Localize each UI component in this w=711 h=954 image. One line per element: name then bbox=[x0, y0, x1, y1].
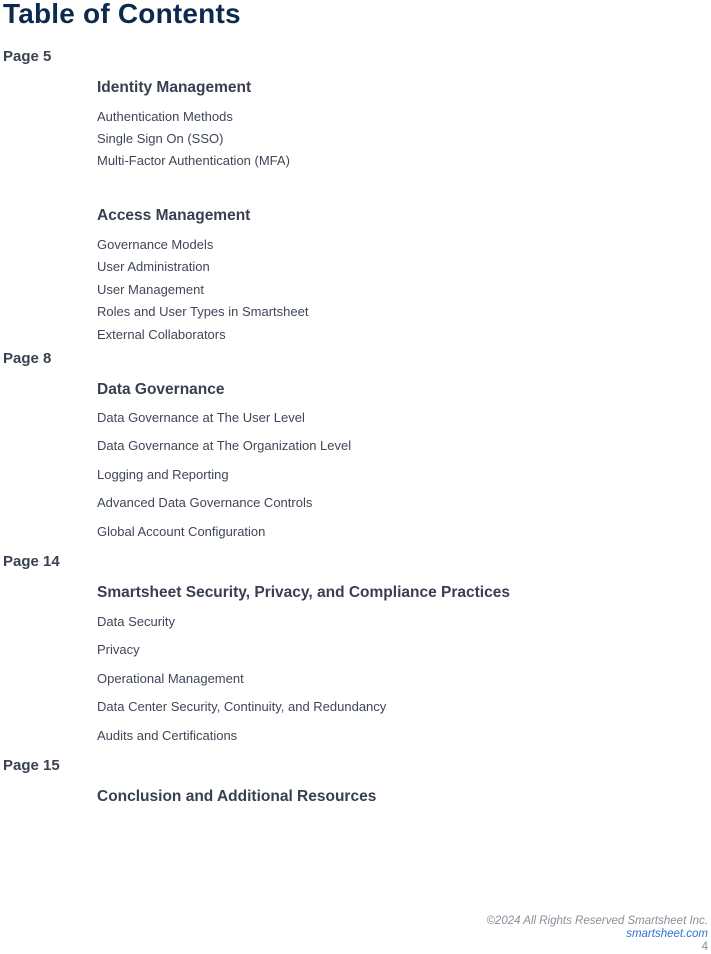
toc-item[interactable]: Roles and User Types in Smartsheet bbox=[97, 304, 309, 319]
toc-item[interactable]: Global Account Configuration bbox=[97, 524, 266, 539]
toc-item[interactable]: Authentication Methods bbox=[97, 109, 233, 124]
toc-item[interactable]: Single Sign On (SSO) bbox=[97, 131, 224, 146]
page-title: Table of Contents bbox=[3, 0, 241, 29]
toc-item[interactable]: User Administration bbox=[97, 259, 210, 274]
section-heading-security-privacy-compliance[interactable]: Smartsheet Security, Privacy, and Compliance Practices bbox=[97, 584, 510, 601]
toc-item[interactable]: Audits and Certifications bbox=[97, 728, 238, 743]
toc-item[interactable]: User Management bbox=[97, 282, 204, 297]
toc-item[interactable]: Data Governance at The Organization Level bbox=[97, 438, 352, 453]
section-heading-conclusion[interactable]: Conclusion and Additional Resources bbox=[97, 788, 377, 805]
toc-item[interactable]: Advanced Data Governance Controls bbox=[97, 495, 313, 510]
page-label: Page 14 bbox=[3, 553, 60, 570]
footer-copyright: ©2024 All Rights Reserved Smartsheet Inc. bbox=[486, 915, 708, 927]
toc-item[interactable]: Data Security bbox=[97, 614, 176, 629]
toc-item[interactable]: Privacy bbox=[97, 642, 140, 657]
toc-item[interactable]: Logging and Reporting bbox=[97, 467, 229, 482]
toc-item[interactable]: Governance Models bbox=[97, 237, 214, 252]
footer-page-number: 4 bbox=[701, 941, 708, 953]
footer-website-link[interactable]: smartsheet.com bbox=[626, 928, 708, 940]
page-label: Page 15 bbox=[3, 757, 60, 774]
toc-item[interactable]: External Collaborators bbox=[97, 327, 226, 342]
toc-item[interactable]: Operational Management bbox=[97, 671, 244, 686]
section-heading-identity-management[interactable]: Identity Management bbox=[97, 79, 252, 96]
page-label: Page 5 bbox=[3, 48, 52, 65]
section-heading-data-governance[interactable]: Data Governance bbox=[97, 381, 225, 398]
page-label: Page 8 bbox=[3, 350, 52, 367]
section-heading-access-management[interactable]: Access Management bbox=[97, 207, 251, 224]
toc-item[interactable]: Multi-Factor Authentication (MFA) bbox=[97, 153, 290, 168]
toc-item[interactable]: Data Governance at The User Level bbox=[97, 410, 305, 425]
toc-item[interactable]: Data Center Security, Continuity, and Redundancy bbox=[97, 699, 387, 714]
